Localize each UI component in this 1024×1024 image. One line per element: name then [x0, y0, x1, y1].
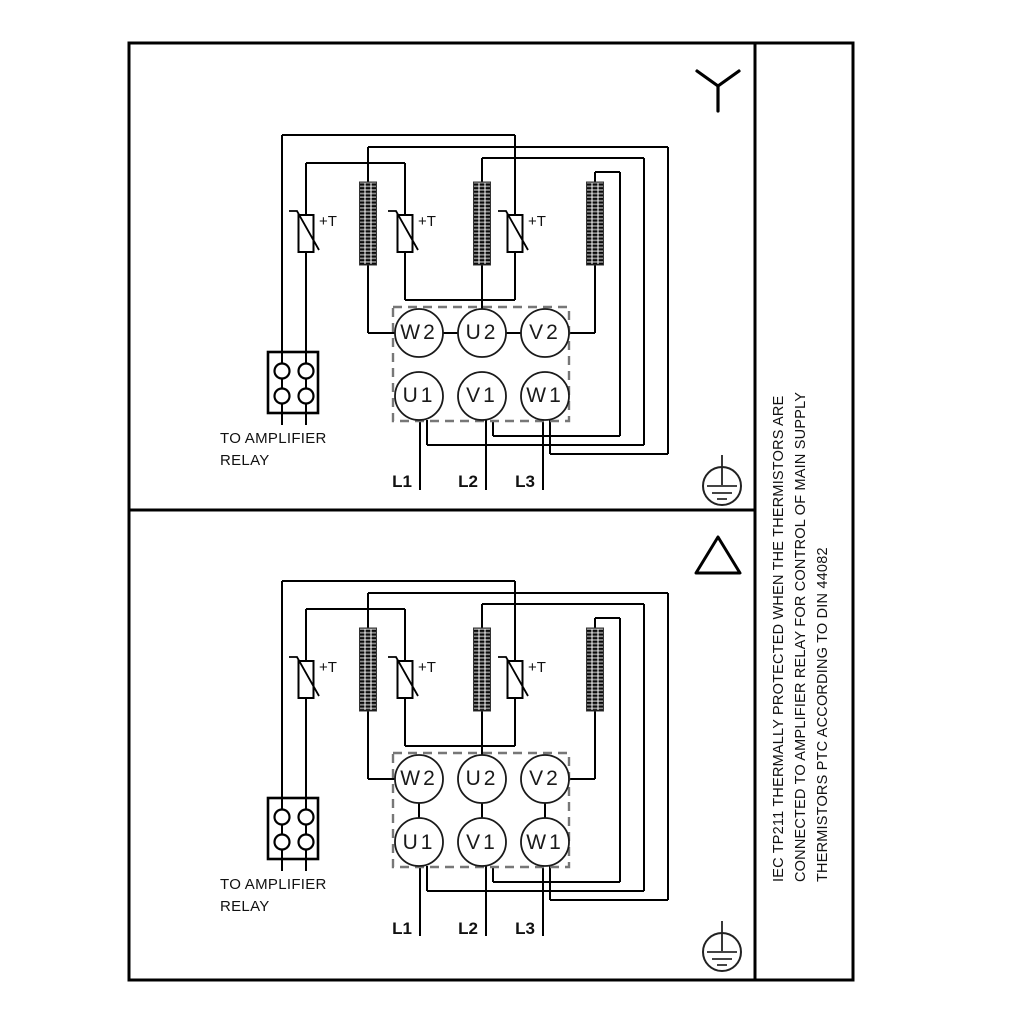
panel-delta [268, 537, 741, 971]
terminal-label-u2: U2 [465, 321, 499, 344]
winding-coil [587, 182, 604, 265]
terminal-label-v2: V2 [529, 321, 561, 344]
winding-coil [360, 628, 377, 711]
terminal-label-w1: W1 [526, 384, 564, 407]
relay-caption-line2: RELAY [220, 452, 270, 469]
amplifier-relay-block [268, 798, 318, 859]
protective-earth-icon [703, 921, 741, 971]
thermistor-symbol [498, 657, 528, 698]
supply-label-l3: L3 [515, 472, 535, 491]
terminal-label-w2: W2 [400, 321, 438, 344]
thermistor-symbol [289, 211, 319, 252]
thermistor-symbol [498, 211, 528, 252]
terminal-label-v1: V1 [466, 831, 498, 854]
terminal-label-u1: U1 [402, 831, 436, 854]
side-note-line2: CONNECTED TO AMPLIFIER RELAY FOR CONTROL OF MAIN SUPPLY [793, 391, 809, 882]
winding-coil [360, 182, 377, 265]
terminal-label-u2: U2 [465, 767, 499, 790]
winding-coil [587, 628, 604, 711]
amplifier-relay-block [268, 352, 318, 413]
terminal-label-w1: W1 [526, 831, 564, 854]
supply-label-l1: L1 [392, 919, 412, 938]
thermistor-symbol [388, 657, 418, 698]
side-note-line1: IEC TP211 THERMALLY PROTECTED WHEN THE THERMISTORS ARE [771, 395, 787, 882]
delta-symbol [696, 537, 740, 573]
terminal-label-u1: U1 [402, 384, 436, 407]
winding-coil [474, 628, 491, 711]
terminal-label-v2: V2 [529, 767, 561, 790]
panel-star [268, 71, 741, 505]
thermistor-label: +T [418, 213, 436, 230]
side-note-line3: THERMISTORS PTC ACCORDING TO DIN 44082 [815, 547, 831, 882]
terminal-label-w2: W2 [400, 767, 438, 790]
terminal-label-v1: V1 [466, 384, 498, 407]
thermistor-label: +T [319, 659, 337, 676]
winding-coil [474, 182, 491, 265]
thermistor-symbol [289, 657, 319, 698]
relay-caption-line2: RELAY [220, 898, 270, 915]
thermistor-label: +T [319, 213, 337, 230]
supply-label-l2: L2 [458, 472, 478, 491]
supply-label-l3: L3 [515, 919, 535, 938]
relay-caption-line1: TO AMPLIFIER [220, 876, 327, 893]
supply-label-l2: L2 [458, 919, 478, 938]
supply-label-l1: L1 [392, 472, 412, 491]
thermistor-label: +T [528, 213, 546, 230]
protective-earth-icon [703, 455, 741, 505]
star-symbol [697, 71, 739, 111]
side-note [768, 362, 834, 882]
thermistor-label: +T [528, 659, 546, 676]
relay-caption-line1: TO AMPLIFIER [220, 430, 327, 447]
thermistor-label: +T [418, 659, 436, 676]
thermistor-symbol [388, 211, 418, 252]
